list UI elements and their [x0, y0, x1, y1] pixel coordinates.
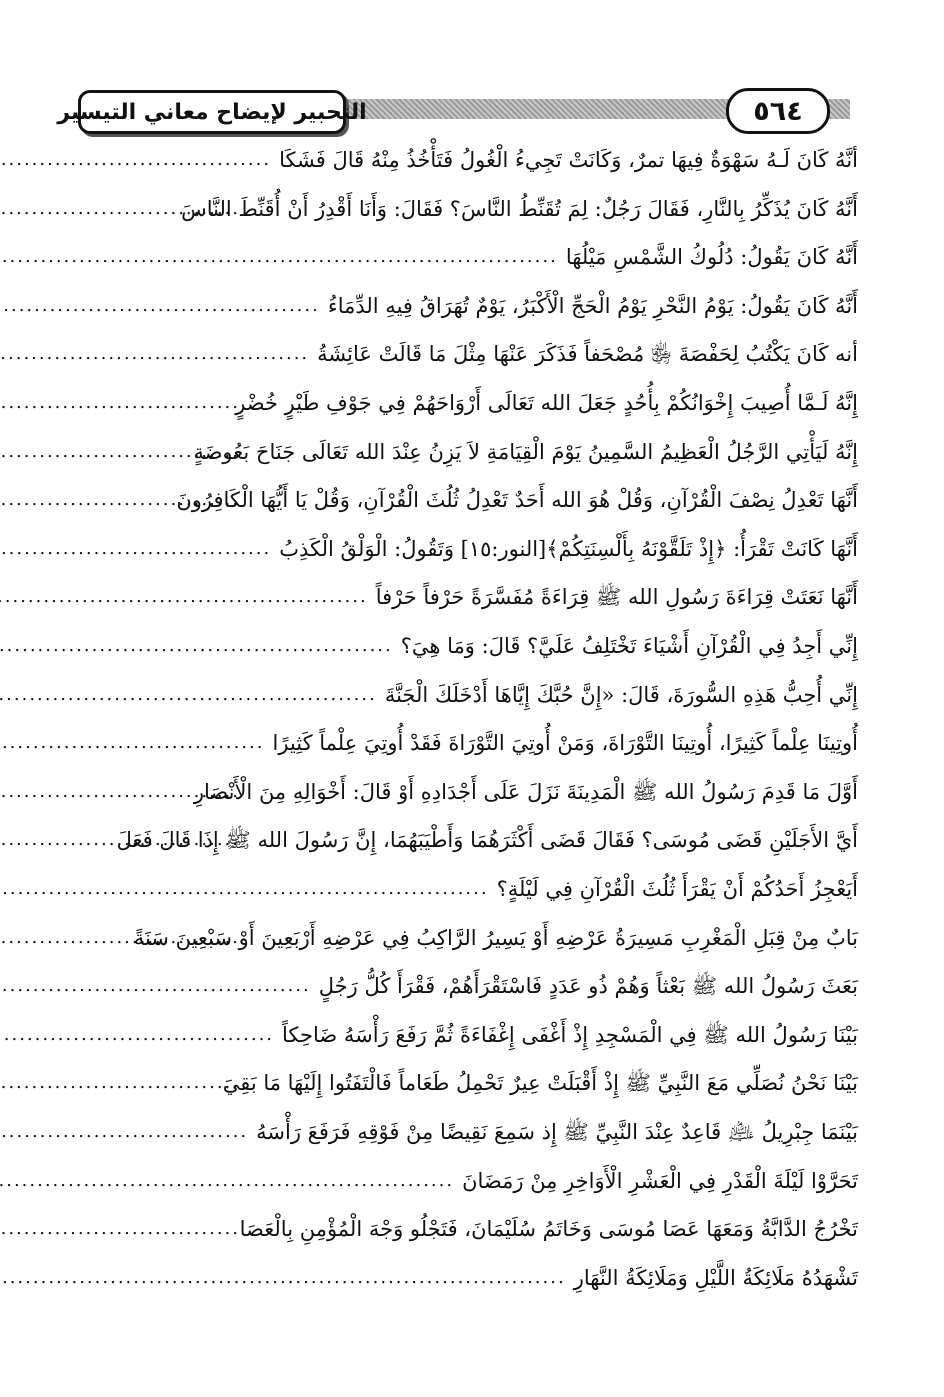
entry-leader-dots — [0, 1254, 574, 1302]
entry-text: أَيَعْجِزُ أَحَدُكُمْ أَنْ يَقْرَأَ ثُلُثَ الْقُرْآنِ فِي لَيْلَةٍ؟ — [496, 877, 858, 901]
entry-leader-dots — [0, 282, 328, 330]
entry-leader-dots — [0, 1108, 256, 1156]
entry-text: إِنَّهُ لَـمَّا أُصِيبَ إِخْوَانُكُمْ بِأُحُدٍ جَعَلَ الله تَعَالَى أَرْوَاحَهُمْ فِي جَوْفِ طَيْرٍ خُضْرٍ — [235, 391, 858, 415]
book-title: التحبير لإيضاح معاني التيسير — [57, 99, 367, 125]
index-entry — [88, 476, 858, 524]
entry-leader-dots — [0, 525, 279, 573]
entry-text: أَنَّهَا نَعَتَتْ قِرَاءَةَ رَسُولِ الله ﷺ قِرَاءَةً مُفَسَّرَةً حَرْفاً حَرْفاً — [375, 585, 858, 610]
index-entry — [88, 1157, 858, 1205]
index-entry — [88, 768, 858, 816]
index-entry — [88, 671, 858, 719]
entry-text: بَيْنَا نَحْنُ نُصَلِّي مَعَ النَّبِيِّ ﷺ إِذْ أَقْبَلَتْ عِيرٌ تَحْمِلُ طَعَاماً فَالْتَفَتُوا إِلَيْهَا مَا بَقِيَ — [222, 1071, 858, 1096]
entry-leader-dots — [0, 865, 497, 913]
entry-leader-dots — [0, 719, 273, 767]
entry-leader-dots — [0, 622, 401, 670]
index-entry — [88, 233, 858, 281]
entry-text: إِنِّي أُحِبُّ هَذِهِ السُّورَةَ، قَالَ: «إِنَّ حُبَّكَ إِيَّاهَا أَدْخَلَكَ الْجَنَّةَ — [384, 682, 858, 707]
index-entry — [88, 185, 858, 233]
entry-text: أَنَّهَا كَانَتْ تَقْرَأُ: ﴿إِذْ تَلَقَّوْنَهُ بِأَلْسِنَتِكُمْ﴾[النور:١٥] وَتَقُولُ: الْوَلْقُ الْكَذِبُ — [279, 536, 858, 561]
index-entry — [88, 428, 858, 476]
page-number-box — [726, 88, 830, 134]
entry-leader-dots — [0, 1059, 248, 1107]
entry-text: بَيْنَا رَسُولُ الله ﷺ فِي الْمَسْجِدِ إِذْ أَغْفَى إِغْفَاءَةً ثُمَّ رَفَعَ رَأْسَهُ ضَاحِكاً — [282, 1022, 858, 1047]
entry-text: بَابٌ مِنْ قِبَلِ الْمَغْرِبِ مَسِيرَةُ عَرْضِهِ أَوْ يَسِيرُ الرَّاكِبُ فِي عَرْضِهِ أَرْبَعِينَ أَوْ سَبْعِينَ سَنَةً — [133, 925, 858, 950]
index-entry — [88, 816, 858, 864]
index-entry — [88, 719, 858, 767]
index-entry — [88, 282, 858, 330]
entry-text: أَنَّهَا تَعْدِلُ نِصْفَ الْقُرْآنِ، وَقُلْ هُوَ الله أَحَدٌ تَعْدِلُ ثُلُثَ الْقُرْآنِ، وَقُلْ يَا أَيُّهَا الْكَافِرُونَ — [176, 488, 858, 513]
entry-leader-dots — [0, 1011, 282, 1059]
entry-text: تَحَرَّوْا لَيْلَةَ الْقَدْرِ فِي الْعَشْرِ الْأَوَاخِرِ مِنْ رَمَضَانَ — [462, 1168, 858, 1193]
index-entry — [88, 573, 858, 621]
index-entry — [88, 1059, 858, 1107]
entry-text: أُوتِينَا عِلْماً كَثِيرًا، أُوتِينَا التَّوْرَاةَ، وَمَنْ أُوتِيَ التَّوْرَاةَ فَقَدْ أُوتِيَ عِلْماً كَثِيرًا — [272, 731, 858, 756]
entry-leader-dots — [0, 136, 279, 184]
page-number: ٥٦٤ — [753, 95, 803, 127]
index-entry — [88, 1205, 858, 1253]
entry-text: أَنَّهُ كَانَ يَقُولُ: يَوْمُ النَّحْرِ يَوْمُ الْحَجِّ الْأَكْبَرُ، يَوْمٌ تُهَرَاقُ فِيهِ الدِّمَاءُ — [327, 293, 858, 318]
entry-text: بَيْنَمَا جِبْرِيلُ ﵇ قَاعِدٌ عِنْدَ النَّبِيِّ ﷺ إِذ سَمِعَ نَقِيضًا مِنْ فَوْقِهِ فَرَفَعَ رَأْسَهُ — [256, 1120, 858, 1144]
index-entry — [88, 525, 858, 573]
index-entry — [88, 1254, 858, 1302]
entry-text: تَشْهَدُهُ مَلَائِكَةُ اللَّيْلِ وَمَلَائِكَةُ النَّهَارِ — [573, 1265, 858, 1290]
index-entry — [88, 1011, 858, 1059]
entry-leader-dots — [0, 233, 566, 281]
entry-text: تَخْرُجُ الدَّابَّةُ وَمَعَهَا عَصَا مُوسَى وَخَاتَمُ سُلَيْمَانَ، فَتَجْلُو وَجْهَ الْمُؤْمِنِ بِالْعَصَا — [239, 1217, 858, 1242]
index-entry — [88, 865, 858, 913]
entry-leader-dots — [0, 962, 319, 1010]
entry-text: أَنَّهُ كَانَ يُذَكِّرُ بِالنَّارِ، فَقَالَ رَجُلٌ: لِمَ تُقَنِّطُ النَّاسَ؟ فَقَالَ: وَأَنَا أَقْدِرُ أَنْ أُقَنِّطَ النَّاسَ — [181, 196, 858, 221]
entry-text: أَنَّهُ كَانَ يَقُولُ: دُلُوكُ الشَّمْسِ مَيْلُهَا — [565, 245, 858, 270]
entry-text: إِنِّي أَجِدُ فِي الْقُرْآنِ أَشْيَاءَ تَخْتَلِفُ عَلَيَّ؟ قَالَ: وَمَا هِيَ؟ — [400, 634, 858, 658]
index-entry — [88, 962, 858, 1010]
entry-leader-dots — [0, 330, 317, 378]
entry-text: أنَّهُ كَانَ لَـهُ سَهْوَةٌ فِيهَا تمرٌ، وَكَانَتْ تَجِيءُ الْغُولُ فَتَأْخُذُ مِنْهُ قَالَ فَشَكَا — [279, 148, 858, 172]
index-entry — [88, 1108, 858, 1156]
book-title-box — [57, 90, 367, 134]
index-entry — [88, 622, 858, 670]
entry-text: بَعَثَ رَسُولُ الله ﷺ بَعْثاً وَهُمْ ذُو عَدَدٍ فَاسْتَقْرَأَهُمْ، فَقْرَأَ كُلُّ رَجُلٍ — [318, 974, 858, 999]
entry-text: أنه كَانَ يَكْتُبُ لِحَفْصَةَ ﵂ مُصْحَفاً فَذَكَرَ عَنْهَا مِثْلَ مَا قَالَتْ عَائِشَةُ — [317, 342, 858, 367]
page-header — [57, 88, 850, 134]
entry-text: إِنَّهُ لَيَأْتِي الرَّجُلُ الْعَظِيمُ السَّمِينُ يَوْمَ الْقِيَامَةِ لاَ يَزِنُ عِنْدَ الله تَعَالَى جَنَاحَ بَعُوضَةٍ — [193, 439, 858, 464]
entry-leader-dots — [0, 1157, 462, 1205]
index-entry — [88, 330, 858, 378]
entry-leader-dots — [0, 573, 376, 621]
index-entry — [88, 379, 858, 427]
entry-leader-dots — [0, 1205, 248, 1253]
entry-text: أَيَّ الأَجَلَيْنِ قَضَى مُوسَى؟ فَقَالَ قَضَى أَكْثَرَهُمَا وَأَطْيَبَهُمَا، إِنَّ رَسُولَ الله ﷺ إِذَا قَالَ فَعَلَ — [116, 828, 858, 853]
index-entry — [88, 136, 858, 184]
entry-leader-dots — [0, 379, 248, 427]
entry-leader-dots — [0, 671, 385, 719]
index-entry — [88, 914, 858, 962]
entry-text: أَوَّلَ مَا قَدِمَ رَسُولُ الله ﷺ الْمَدِينَةَ نَزَلَ عَلَى أَجْدَادِهِ أَوْ قَالَ: أَخْوَالِهِ مِنَ الْأَنْصَارِ — [193, 779, 858, 804]
